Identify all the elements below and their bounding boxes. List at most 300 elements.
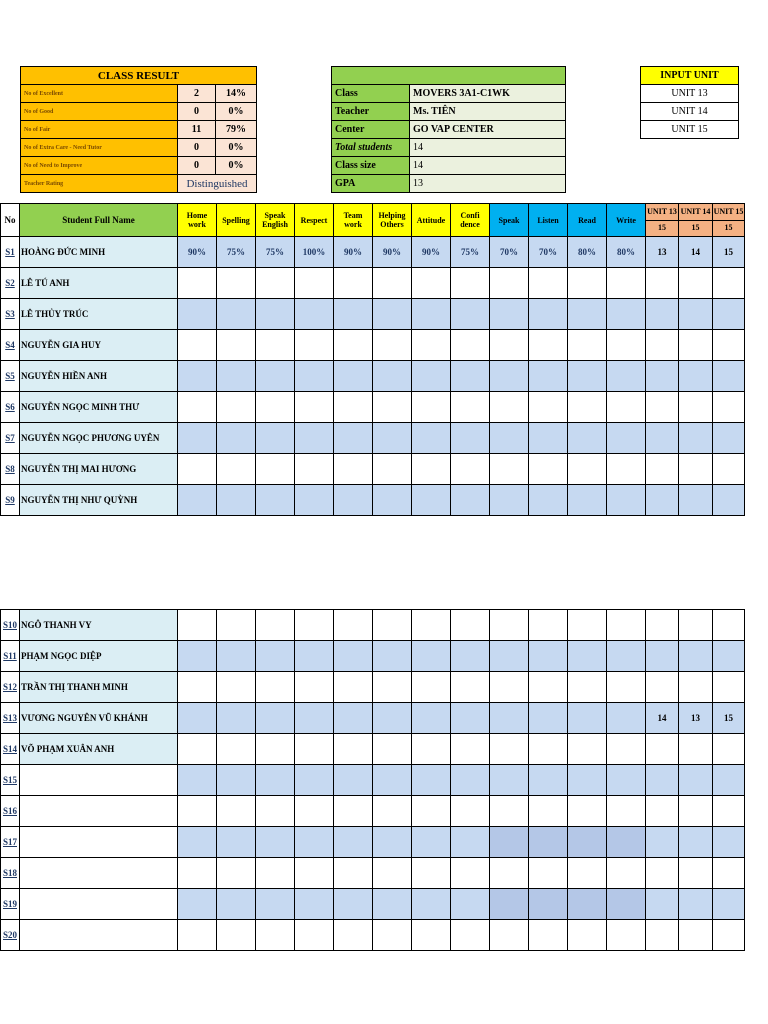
score-cell[interactable] (490, 454, 529, 485)
score-cell[interactable] (529, 610, 568, 641)
student-number-link[interactable]: S3 (1, 299, 20, 330)
student-number-link[interactable]: S11 (1, 641, 20, 672)
score-cell[interactable] (607, 827, 646, 858)
score-cell[interactable] (607, 299, 646, 330)
score-cell[interactable] (412, 920, 451, 951)
score-cell[interactable] (178, 454, 217, 485)
score-cell[interactable] (451, 796, 490, 827)
unit-score-cell[interactable]: 15 (713, 703, 745, 734)
score-cell[interactable] (373, 485, 412, 516)
student-number-link[interactable]: S17 (1, 827, 20, 858)
score-cell[interactable] (217, 454, 256, 485)
score-cell[interactable] (490, 858, 529, 889)
score-cell[interactable] (217, 920, 256, 951)
score-cell[interactable] (295, 920, 334, 951)
score-cell[interactable] (451, 392, 490, 423)
score-cell[interactable] (373, 330, 412, 361)
score-cell[interactable] (373, 734, 412, 765)
student-number-link[interactable]: S20 (1, 920, 20, 951)
score-cell[interactable] (178, 361, 217, 392)
student-number-link[interactable]: S10 (1, 610, 20, 641)
score-cell[interactable] (256, 827, 295, 858)
score-cell[interactable] (334, 703, 373, 734)
score-cell[interactable] (568, 641, 607, 672)
result-count[interactable]: 2 (178, 85, 216, 103)
unit-score-cell[interactable] (679, 796, 713, 827)
unit-score-cell[interactable] (646, 858, 679, 889)
score-cell[interactable] (607, 889, 646, 920)
score-cell[interactable] (451, 423, 490, 454)
score-cell[interactable] (451, 454, 490, 485)
score-cell[interactable] (295, 734, 334, 765)
score-cell[interactable] (178, 765, 217, 796)
score-cell[interactable] (607, 703, 646, 734)
score-cell[interactable] (217, 392, 256, 423)
score-cell[interactable] (217, 796, 256, 827)
score-cell[interactable] (334, 610, 373, 641)
score-cell[interactable] (217, 299, 256, 330)
score-cell[interactable] (607, 610, 646, 641)
unit-score-cell[interactable]: 15 (713, 237, 745, 268)
unit-score-cell[interactable] (679, 299, 713, 330)
student-number-link[interactable]: S12 (1, 672, 20, 703)
unit-score-cell[interactable] (713, 268, 745, 299)
result-percent[interactable]: 0% (216, 139, 257, 157)
score-cell[interactable] (451, 299, 490, 330)
unit-score-cell[interactable]: 14 (646, 703, 679, 734)
student-name[interactable]: NGUYỄN THỊ MAI HƯƠNG (20, 454, 178, 485)
score-cell[interactable] (568, 920, 607, 951)
unit-score-cell[interactable] (646, 827, 679, 858)
score-cell[interactable]: 75% (451, 237, 490, 268)
unit-score-cell[interactable] (679, 641, 713, 672)
score-cell[interactable] (373, 703, 412, 734)
unit-score-cell[interactable] (713, 392, 745, 423)
unit-score-cell[interactable] (679, 827, 713, 858)
result-count[interactable]: 11 (178, 121, 216, 139)
score-cell[interactable] (217, 268, 256, 299)
score-cell[interactable] (412, 361, 451, 392)
score-cell[interactable]: 70% (529, 237, 568, 268)
score-cell[interactable] (412, 672, 451, 703)
score-cell[interactable] (217, 765, 256, 796)
unit-score-cell[interactable] (713, 734, 745, 765)
score-cell[interactable] (568, 330, 607, 361)
score-cell[interactable] (256, 485, 295, 516)
score-cell[interactable] (373, 858, 412, 889)
score-cell[interactable] (490, 672, 529, 703)
unit-score-cell[interactable] (679, 672, 713, 703)
score-cell[interactable] (373, 392, 412, 423)
score-cell[interactable] (490, 796, 529, 827)
student-name[interactable]: NGUYỄN THỊ NHƯ QUỲNH (20, 485, 178, 516)
score-cell[interactable] (295, 641, 334, 672)
score-cell[interactable] (295, 672, 334, 703)
score-cell[interactable] (529, 454, 568, 485)
score-cell[interactable] (217, 330, 256, 361)
unit-score-cell[interactable] (646, 734, 679, 765)
score-cell[interactable] (256, 268, 295, 299)
student-number-link[interactable]: S15 (1, 765, 20, 796)
unit-score-cell[interactable] (646, 423, 679, 454)
score-cell[interactable] (256, 423, 295, 454)
score-cell[interactable] (607, 330, 646, 361)
score-cell[interactable] (334, 299, 373, 330)
unit-score-cell[interactable] (646, 454, 679, 485)
score-cell[interactable] (490, 920, 529, 951)
score-cell[interactable]: 100% (295, 237, 334, 268)
score-cell[interactable] (334, 672, 373, 703)
score-cell[interactable] (568, 454, 607, 485)
score-cell[interactable] (295, 423, 334, 454)
score-cell[interactable] (568, 361, 607, 392)
student-name[interactable] (20, 858, 178, 889)
score-cell[interactable] (529, 920, 568, 951)
score-cell[interactable]: 70% (490, 237, 529, 268)
score-cell[interactable] (490, 889, 529, 920)
score-cell[interactable]: 80% (568, 237, 607, 268)
score-cell[interactable] (373, 423, 412, 454)
class-value[interactable]: MOVERS 3A1-C1WK (410, 85, 566, 103)
unit-score-cell[interactable] (713, 610, 745, 641)
score-cell[interactable] (451, 920, 490, 951)
unit-score-cell[interactable] (713, 454, 745, 485)
score-cell[interactable] (178, 734, 217, 765)
student-name[interactable] (20, 796, 178, 827)
unit-score-cell[interactable] (679, 734, 713, 765)
student-name[interactable]: NGUYỄN NGỌC MINH THƯ (20, 392, 178, 423)
score-cell[interactable] (217, 610, 256, 641)
score-cell[interactable] (256, 734, 295, 765)
score-cell[interactable] (178, 485, 217, 516)
score-cell[interactable] (490, 765, 529, 796)
score-cell[interactable] (451, 672, 490, 703)
input-unit-item[interactable]: UNIT 15 (641, 121, 739, 139)
student-name[interactable] (20, 765, 178, 796)
score-cell[interactable] (412, 765, 451, 796)
score-cell[interactable] (568, 299, 607, 330)
student-number-link[interactable]: S7 (1, 423, 20, 454)
score-cell[interactable] (373, 299, 412, 330)
student-name[interactable]: VƯƠNG NGUYÊN VŨ KHÁNH (20, 703, 178, 734)
unit-score-cell[interactable] (679, 920, 713, 951)
score-cell[interactable] (334, 641, 373, 672)
score-cell[interactable] (529, 858, 568, 889)
score-cell[interactable] (178, 268, 217, 299)
score-cell[interactable] (607, 361, 646, 392)
unit-score-cell[interactable] (646, 889, 679, 920)
score-cell[interactable] (451, 268, 490, 299)
score-cell[interactable] (568, 268, 607, 299)
unit-score-cell[interactable] (646, 485, 679, 516)
unit-score-cell[interactable] (646, 361, 679, 392)
unit-score-cell[interactable]: 13 (679, 703, 713, 734)
teacher-value[interactable]: Ms. TIÊN (410, 103, 566, 121)
score-cell[interactable] (490, 703, 529, 734)
student-name[interactable]: LÊ THỦY TRÚC (20, 299, 178, 330)
score-cell[interactable] (529, 268, 568, 299)
score-cell[interactable] (373, 765, 412, 796)
student-name[interactable]: NGUYỄN HIỀN ANH (20, 361, 178, 392)
student-number-link[interactable]: S13 (1, 703, 20, 734)
result-count[interactable]: 0 (178, 157, 216, 175)
result-count[interactable]: 0 (178, 103, 216, 121)
unit-score-cell[interactable] (646, 299, 679, 330)
score-cell[interactable] (607, 392, 646, 423)
score-cell[interactable] (178, 827, 217, 858)
result-percent[interactable]: 0% (216, 103, 257, 121)
score-cell[interactable] (412, 485, 451, 516)
score-cell[interactable] (334, 827, 373, 858)
score-cell[interactable] (334, 454, 373, 485)
score-cell[interactable] (451, 485, 490, 516)
score-cell[interactable] (568, 392, 607, 423)
score-cell[interactable] (256, 765, 295, 796)
score-cell[interactable] (334, 858, 373, 889)
score-cell[interactable] (178, 703, 217, 734)
score-cell[interactable] (451, 858, 490, 889)
student-number-link[interactable]: S14 (1, 734, 20, 765)
score-cell[interactable] (256, 920, 295, 951)
score-cell[interactable] (334, 330, 373, 361)
score-cell[interactable] (607, 641, 646, 672)
student-name[interactable] (20, 889, 178, 920)
score-cell[interactable] (256, 330, 295, 361)
score-cell[interactable] (334, 423, 373, 454)
score-cell[interactable]: 80% (607, 237, 646, 268)
student-number-link[interactable]: S8 (1, 454, 20, 485)
score-cell[interactable] (490, 392, 529, 423)
score-cell[interactable] (607, 920, 646, 951)
score-cell[interactable] (568, 889, 607, 920)
score-cell[interactable] (451, 703, 490, 734)
score-cell[interactable] (334, 392, 373, 423)
score-cell[interactable] (451, 765, 490, 796)
class-size-value[interactable]: 14 (410, 157, 566, 175)
score-cell[interactable] (529, 361, 568, 392)
unit-score-cell[interactable] (646, 268, 679, 299)
score-cell[interactable] (412, 330, 451, 361)
unit-score-cell[interactable] (679, 330, 713, 361)
score-cell[interactable] (490, 361, 529, 392)
score-cell[interactable] (334, 485, 373, 516)
score-cell[interactable] (529, 827, 568, 858)
score-cell[interactable] (568, 734, 607, 765)
input-unit-item[interactable]: UNIT 13 (641, 85, 739, 103)
score-cell[interactable] (490, 610, 529, 641)
score-cell[interactable] (334, 734, 373, 765)
unit-score-cell[interactable] (646, 672, 679, 703)
score-cell[interactable] (412, 641, 451, 672)
score-cell[interactable] (295, 610, 334, 641)
score-cell[interactable] (529, 672, 568, 703)
student-name[interactable]: NGÔ THANH VY (20, 610, 178, 641)
student-name[interactable] (20, 920, 178, 951)
score-cell[interactable] (490, 827, 529, 858)
score-cell[interactable] (373, 610, 412, 641)
score-cell[interactable] (178, 641, 217, 672)
score-cell[interactable] (529, 889, 568, 920)
unit-score-cell[interactable] (646, 610, 679, 641)
score-cell[interactable] (412, 827, 451, 858)
student-name[interactable]: PHẠM NGỌC DIỆP (20, 641, 178, 672)
score-cell[interactable] (178, 423, 217, 454)
score-cell[interactable] (529, 392, 568, 423)
score-cell[interactable]: 90% (334, 237, 373, 268)
unit-score-cell[interactable] (713, 889, 745, 920)
score-cell[interactable] (217, 485, 256, 516)
unit-score-cell[interactable] (646, 330, 679, 361)
unit-score-cell[interactable] (679, 610, 713, 641)
score-cell[interactable] (529, 796, 568, 827)
score-cell[interactable] (295, 361, 334, 392)
unit-score-cell[interactable] (679, 485, 713, 516)
unit-score-cell[interactable] (713, 641, 745, 672)
score-cell[interactable] (217, 889, 256, 920)
score-cell[interactable] (256, 796, 295, 827)
score-cell[interactable] (295, 268, 334, 299)
student-number-link[interactable]: S4 (1, 330, 20, 361)
score-cell[interactable] (256, 392, 295, 423)
score-cell[interactable] (412, 392, 451, 423)
student-number-link[interactable]: S5 (1, 361, 20, 392)
score-cell[interactable] (334, 268, 373, 299)
unit-score-cell[interactable] (679, 858, 713, 889)
unit-score-cell[interactable] (679, 889, 713, 920)
unit-score-cell[interactable] (646, 392, 679, 423)
score-cell[interactable] (607, 734, 646, 765)
score-cell[interactable] (178, 889, 217, 920)
score-cell[interactable] (178, 796, 217, 827)
result-percent[interactable]: 14% (216, 85, 257, 103)
student-number-link[interactable]: S2 (1, 268, 20, 299)
score-cell[interactable] (490, 330, 529, 361)
gpa-value[interactable]: 13 (410, 175, 566, 193)
unit-score-cell[interactable] (713, 765, 745, 796)
score-cell[interactable] (451, 734, 490, 765)
score-cell[interactable] (373, 454, 412, 485)
score-cell[interactable] (334, 889, 373, 920)
unit-score-cell[interactable] (713, 672, 745, 703)
score-cell[interactable] (373, 920, 412, 951)
score-cell[interactable] (607, 796, 646, 827)
score-cell[interactable] (295, 889, 334, 920)
score-cell[interactable] (529, 734, 568, 765)
score-cell[interactable] (373, 672, 412, 703)
score-cell[interactable] (256, 889, 295, 920)
unit-score-cell[interactable] (713, 827, 745, 858)
student-number-link[interactable]: S9 (1, 485, 20, 516)
score-cell[interactable] (412, 423, 451, 454)
result-percent[interactable]: 0% (216, 157, 257, 175)
unit-score-cell[interactable]: 14 (679, 237, 713, 268)
score-cell[interactable] (412, 299, 451, 330)
score-cell[interactable] (295, 454, 334, 485)
score-cell[interactable] (412, 858, 451, 889)
score-cell[interactable] (529, 641, 568, 672)
unit-score-cell[interactable] (713, 485, 745, 516)
score-cell[interactable] (568, 827, 607, 858)
score-cell[interactable] (568, 796, 607, 827)
score-cell[interactable] (178, 299, 217, 330)
unit-score-cell[interactable] (679, 268, 713, 299)
score-cell[interactable]: 90% (412, 237, 451, 268)
unit-score-cell[interactable] (646, 641, 679, 672)
score-cell[interactable] (412, 610, 451, 641)
score-cell[interactable] (256, 641, 295, 672)
score-cell[interactable] (568, 858, 607, 889)
score-cell[interactable] (451, 610, 490, 641)
score-cell[interactable] (373, 268, 412, 299)
score-cell[interactable] (256, 703, 295, 734)
unit-score-cell[interactable] (679, 454, 713, 485)
score-cell[interactable] (373, 796, 412, 827)
unit-score-cell[interactable] (679, 392, 713, 423)
score-cell[interactable] (451, 889, 490, 920)
score-cell[interactable] (529, 423, 568, 454)
score-cell[interactable] (373, 827, 412, 858)
score-cell[interactable] (295, 858, 334, 889)
score-cell[interactable] (295, 485, 334, 516)
student-name[interactable]: TRẦN THỊ THANH MINH (20, 672, 178, 703)
score-cell[interactable] (490, 299, 529, 330)
score-cell[interactable] (178, 330, 217, 361)
score-cell[interactable] (217, 361, 256, 392)
unit-score-cell[interactable] (713, 299, 745, 330)
score-cell[interactable] (178, 392, 217, 423)
center-value[interactable]: GO VAP CENTER (410, 121, 566, 139)
score-cell[interactable] (373, 641, 412, 672)
score-cell[interactable] (295, 703, 334, 734)
score-cell[interactable] (607, 268, 646, 299)
score-cell[interactable] (607, 858, 646, 889)
student-name[interactable] (20, 827, 178, 858)
score-cell[interactable] (568, 765, 607, 796)
score-cell[interactable] (295, 827, 334, 858)
score-cell[interactable] (451, 641, 490, 672)
score-cell[interactable] (412, 889, 451, 920)
score-cell[interactable]: 75% (217, 237, 256, 268)
unit-score-cell[interactable] (646, 796, 679, 827)
score-cell[interactable] (412, 703, 451, 734)
result-count[interactable]: 0 (178, 139, 216, 157)
score-cell[interactable] (412, 734, 451, 765)
student-number-link[interactable]: S1 (1, 237, 20, 268)
score-cell[interactable] (217, 423, 256, 454)
score-cell[interactable] (607, 423, 646, 454)
student-number-link[interactable]: S16 (1, 796, 20, 827)
score-cell[interactable] (217, 734, 256, 765)
score-cell[interactable] (412, 796, 451, 827)
score-cell[interactable] (412, 268, 451, 299)
student-name[interactable]: NGUYỄN GIA HUY (20, 330, 178, 361)
unit-score-cell[interactable] (713, 796, 745, 827)
score-cell[interactable] (295, 299, 334, 330)
score-cell[interactable] (178, 920, 217, 951)
score-cell[interactable] (334, 796, 373, 827)
score-cell[interactable] (568, 610, 607, 641)
student-number-link[interactable]: S6 (1, 392, 20, 423)
unit-score-cell[interactable] (713, 361, 745, 392)
score-cell[interactable] (178, 610, 217, 641)
score-cell[interactable] (568, 703, 607, 734)
unit-score-cell[interactable] (646, 920, 679, 951)
score-cell[interactable]: 90% (373, 237, 412, 268)
score-cell[interactable] (217, 672, 256, 703)
score-cell[interactable] (178, 858, 217, 889)
student-name[interactable]: LÊ TÚ ANH (20, 268, 178, 299)
score-cell[interactable] (568, 672, 607, 703)
